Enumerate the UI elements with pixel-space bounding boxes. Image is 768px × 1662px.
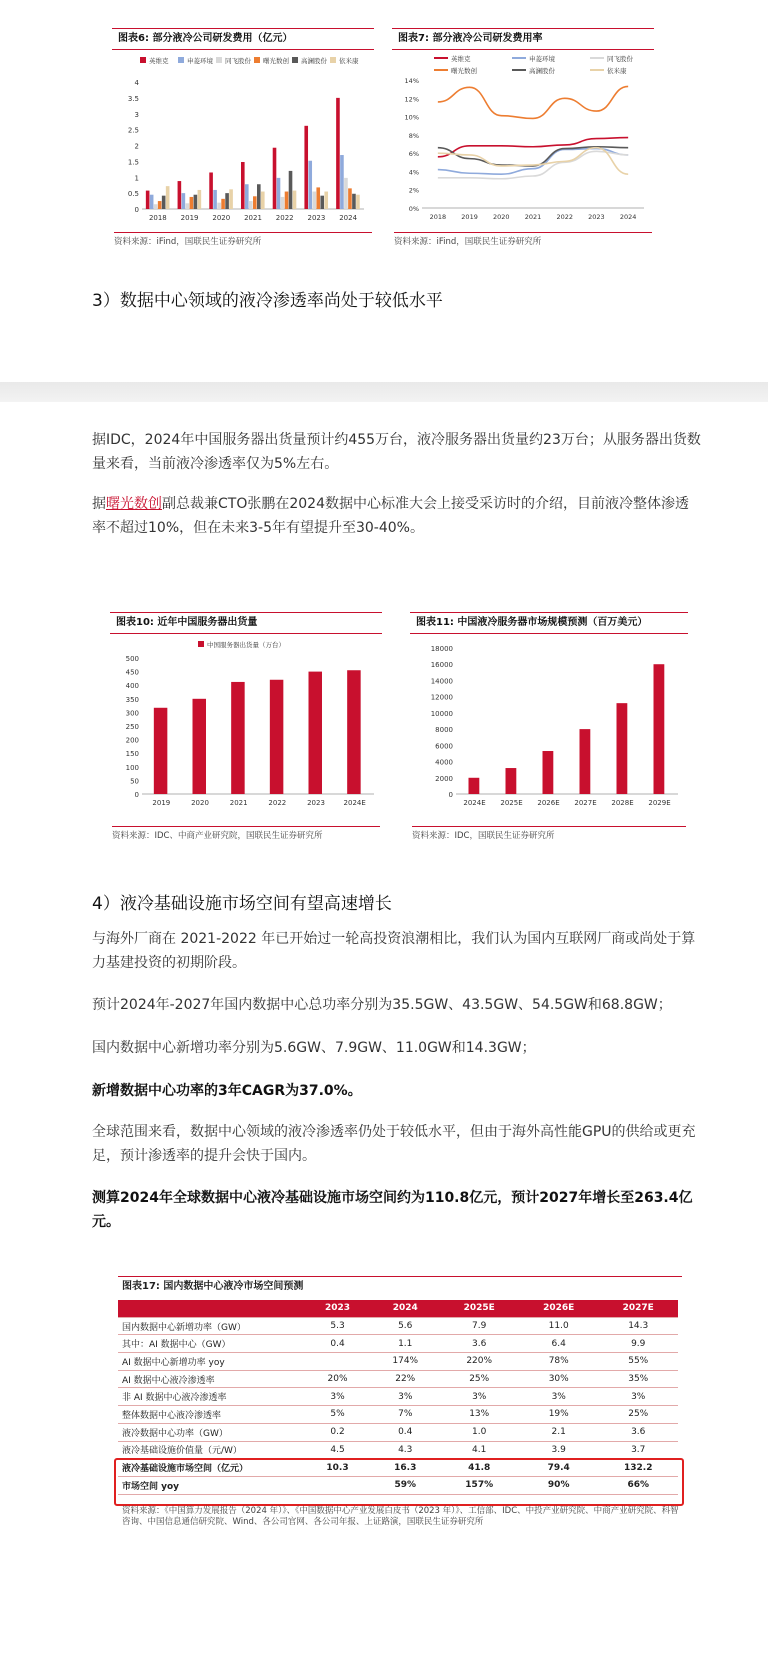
table-cell: 3% (371, 1388, 439, 1406)
x-tick-label: 2023 (588, 213, 605, 221)
table-cell: 78% (519, 1353, 599, 1371)
table-cell: 66% (598, 1476, 678, 1494)
legend-label: 依米康 (607, 67, 627, 75)
table-cell: 1.1 (371, 1335, 439, 1353)
table-row-label: 国内数据中心新增功率（GW） (118, 1317, 304, 1335)
y-tick-label: 150 (125, 750, 139, 759)
table-cell: 3.9 (519, 1441, 599, 1459)
figure-7 (392, 28, 654, 246)
bar (229, 189, 233, 209)
y-tick-label: 1 (134, 174, 139, 183)
table-cell: 0.2 (304, 1423, 371, 1441)
bar (253, 196, 257, 209)
table-cell: 11.0 (519, 1317, 599, 1335)
y-tick-label: 16000 (430, 661, 453, 670)
highlight-box (114, 1458, 684, 1506)
table-cell: 55% (598, 1353, 678, 1371)
y-tick-label: 4 (134, 79, 139, 87)
paragraph-total-power: 预计2024年-2027年国内数据中心总功率分别为35.5GW、43.5GW、54.5GW和68.8GW； (92, 997, 672, 1013)
legend-swatch (216, 57, 222, 63)
table-row-label: AI 数据中心新增功率 yoy (118, 1353, 304, 1371)
y-tick-label: 6% (408, 150, 419, 159)
table-cell: 79.4 (519, 1459, 599, 1477)
bar (166, 186, 170, 209)
table-cell: 20% (304, 1370, 371, 1388)
table-row-label: 液冷基础设施价值量（元/W） (118, 1441, 304, 1459)
table-row (118, 1388, 678, 1406)
x-tick-label: 2025E (500, 799, 523, 807)
y-tick-label: 1.5 (127, 158, 139, 167)
legend-swatch (330, 57, 336, 63)
bar (217, 203, 221, 209)
y-tick-label: 6000 (435, 742, 453, 751)
figure-11-source: 资料来源：IDC，国联民生证券研究所 (412, 826, 686, 841)
x-tick-label: 2023 (307, 799, 325, 807)
bar (352, 194, 356, 209)
table-row-label: 其中：AI 数据中心（GW） (118, 1335, 304, 1353)
y-tick-label: 8000 (435, 726, 453, 735)
y-tick-label: 3.5 (127, 94, 139, 103)
bar (158, 201, 162, 209)
y-tick-label: 12000 (430, 693, 453, 702)
table-header-row (118, 1300, 678, 1317)
y-tick-label: 14% (404, 77, 419, 85)
legend-label: 英维克 (149, 57, 169, 65)
legend-label: 同飞股份 (607, 55, 633, 63)
table-row (118, 1317, 678, 1335)
table-row (118, 1423, 678, 1441)
table-cell: 35% (598, 1370, 678, 1388)
paragraph-global: 全球范围来看，数据中心领域的液冷渗透率仍处于较低水平，但由于海外高性能GPU的供给或更充足，预计渗透率的提升会快于国内。 (92, 1124, 696, 1164)
table-cell: 4.1 (439, 1441, 519, 1459)
bar (146, 191, 150, 209)
table-row-label: 市场空间 yoy (118, 1476, 304, 1494)
x-tick-label: 2029E (648, 799, 671, 807)
table-cell: 9.9 (598, 1335, 678, 1353)
figure-6 (112, 28, 374, 246)
bar (580, 729, 591, 794)
table-cell: 220% (439, 1353, 519, 1371)
paragraph-new-power: 国内数据中心新增功率分别为5.6GW、7.9GW、11.0GW和14.3GW； (92, 1040, 536, 1056)
figure-6-bar-chart (112, 50, 374, 240)
table-row-label: 整体数据中心液冷渗透率 (118, 1406, 304, 1424)
series-line (438, 86, 628, 118)
bar (309, 672, 323, 794)
table-cell: 5.3 (304, 1317, 371, 1335)
table-row-label: 非 AI 数据中心液冷渗透率 (118, 1388, 304, 1406)
y-tick-label: 3 (134, 110, 139, 119)
bar (221, 199, 225, 209)
bar (356, 195, 360, 209)
x-tick-label: 2018 (148, 214, 167, 222)
x-tick-label: 2023 (307, 214, 326, 222)
figure-11-bar-chart (410, 636, 688, 832)
figure-17-source: 资料来源：《中国算力发展报告（2024 年）》、《中国数据中心产业发展白皮书（2023 年）》、工信部、IDC、中投产业研究院、中商产业研究院、科智咨询、中国信息通信研究院、Wind、各公司官网、各公司年报、上证路演，国联民生证券研究所 (122, 1506, 679, 1527)
legend-swatch (198, 641, 204, 647)
legend-swatch (140, 57, 146, 63)
table-cell: 3% (519, 1388, 599, 1406)
bar (293, 191, 297, 209)
figure-10-title: 图表10: 近年中国服务器出货量 (110, 612, 382, 634)
table-cell: 59% (371, 1476, 439, 1494)
table-row-label: 液冷基础设施市场空间（亿元） (118, 1459, 304, 1477)
table-cell: 25% (439, 1370, 519, 1388)
legend-label: 同飞股份 (225, 57, 251, 65)
table-cell: 30% (519, 1370, 599, 1388)
bar (324, 192, 328, 209)
table-cell: 90% (519, 1476, 599, 1494)
x-tick-label: 2024 (339, 214, 358, 222)
table-row-label: AI 数据中心液冷渗透率 (118, 1370, 304, 1388)
x-tick-label: 2020 (212, 214, 231, 222)
bar (654, 664, 665, 794)
x-tick-label: 2021 (229, 799, 248, 807)
y-tick-label: 100 (125, 763, 139, 772)
bar (469, 778, 480, 794)
bar (257, 184, 261, 209)
bar (336, 98, 340, 209)
y-tick-label: 0 (448, 791, 453, 799)
bar (150, 195, 154, 209)
table-cell: 7% (371, 1406, 439, 1424)
paragraph-sugon-prefix: 据 (92, 496, 106, 512)
table-cell: 4.5 (304, 1441, 371, 1459)
y-tick-label: 2000 (435, 774, 453, 783)
legend-swatch (292, 57, 298, 63)
sugon-link[interactable]: 曙光数创 (106, 496, 162, 512)
x-tick-label: 2024E (463, 799, 486, 807)
figure-10-source: 资料来源：IDC、中商产业研究院，国联民生证券研究所 (112, 826, 380, 841)
bar (154, 708, 168, 794)
y-tick-label: 4% (408, 168, 419, 177)
bar (344, 178, 348, 209)
legend-label: 英维克 (451, 55, 471, 63)
table-header-cell: 2025E (439, 1300, 519, 1317)
bar (312, 192, 316, 209)
y-tick-label: 250 (125, 723, 139, 731)
table-row (118, 1335, 678, 1353)
x-tick-label: 2019 (152, 799, 171, 807)
bar (347, 670, 361, 794)
table-header-cell (118, 1300, 304, 1317)
bar (304, 126, 308, 209)
figure-11 (410, 612, 688, 841)
x-tick-label: 2019 (180, 214, 199, 222)
bar (506, 768, 517, 794)
card-divider (0, 382, 768, 402)
y-tick-label: 2.5 (127, 126, 139, 135)
bar (277, 178, 281, 209)
table-header-cell: 2024 (371, 1300, 439, 1317)
table-cell: 41.8 (439, 1459, 519, 1477)
bar (340, 155, 344, 209)
legend-label: 申菱环境 (187, 57, 213, 65)
paragraph-overseas: 与海外厂商在 2021-2022 年已开始过一轮高投资浪潮相比，我们认为国内互联网厂商或尚处于算力基建投资的初期阶段。 (92, 931, 696, 971)
bar (543, 751, 554, 794)
y-tick-label: 350 (125, 695, 139, 704)
y-tick-label: 300 (125, 709, 139, 718)
table-cell: 14.3 (598, 1317, 678, 1335)
table-row (118, 1370, 678, 1388)
bar (316, 187, 320, 209)
table-cell: 5% (304, 1406, 371, 1424)
y-tick-label: 4000 (435, 758, 453, 767)
y-tick-label: 0 (134, 206, 139, 214)
y-tick-label: 10% (404, 113, 419, 122)
paragraph-sugon-text: 副总裁兼CTO张鹏在2024数据中心标准大会上接受采访时的介绍，目前液冷整体渗透率不超过10%，但在未来3-5年有望提升至30-40%。 (92, 496, 689, 536)
table-header-cell: 2023 (304, 1300, 371, 1317)
section-heading-4: 4）液冷基础设施市场空间有望高速增长 (92, 894, 392, 914)
bar (273, 148, 277, 209)
y-tick-label: 18000 (430, 645, 453, 653)
table-cell: 7.9 (439, 1317, 519, 1335)
bar (281, 197, 285, 209)
figure-6-title: 图表6: 部分液冷公司研发费用（亿元） (112, 28, 374, 50)
y-tick-label: 2% (408, 186, 419, 195)
table-cell: 3% (304, 1388, 371, 1406)
bar (178, 181, 182, 209)
bar (231, 682, 245, 794)
table-cell: 25% (598, 1406, 678, 1424)
bar (190, 197, 194, 209)
y-tick-label: 400 (125, 682, 139, 691)
bar (261, 192, 265, 209)
y-tick-label: 14000 (430, 677, 453, 686)
x-tick-label: 2021 (244, 214, 262, 222)
table-cell: 3.7 (598, 1441, 678, 1459)
bar (182, 193, 186, 209)
legend-label: 申菱环境 (529, 55, 555, 63)
bar (617, 703, 628, 794)
x-tick-label: 2024E (343, 799, 366, 807)
bar (348, 188, 352, 209)
figure-7-line-chart (392, 50, 654, 240)
legend-swatch (254, 57, 260, 63)
bar (194, 195, 198, 209)
bar (209, 172, 213, 209)
table-cell: 2.1 (519, 1423, 599, 1441)
x-tick-label: 2018 (429, 213, 447, 221)
series-line (438, 149, 628, 175)
legend-label: 高澜股份 (301, 57, 327, 65)
bar (213, 190, 217, 209)
table-cell: 0.4 (304, 1335, 371, 1353)
table-cell: 5.6 (371, 1317, 439, 1335)
y-tick-label: 0 (134, 791, 139, 799)
table-cell: 22% (371, 1370, 439, 1388)
table-cell: 3.6 (439, 1335, 519, 1353)
table-cell: 1.0 (439, 1423, 519, 1441)
table-cell: 3% (439, 1388, 519, 1406)
x-tick-label: 2022 (275, 214, 294, 222)
table-row (118, 1441, 678, 1459)
bar (320, 196, 324, 209)
x-tick-label: 2024 (619, 213, 637, 221)
table-cell: 3.6 (598, 1423, 678, 1441)
paragraph-cagr: 新增数据中心功率的3年CAGR为37.0%。 (92, 1083, 362, 1099)
table-cell: 6.4 (519, 1335, 599, 1353)
table-cell: 13% (439, 1406, 519, 1424)
legend-label: 中国服务器出货量（万台） (207, 641, 285, 649)
legend-swatch (178, 57, 184, 63)
y-tick-label: 10000 (430, 709, 453, 718)
table-cell: 4.3 (371, 1441, 439, 1459)
y-tick-label: 8% (408, 131, 419, 140)
figure-10-bar-chart (110, 636, 382, 832)
bar (198, 190, 202, 209)
table-cell: 3% (598, 1388, 678, 1406)
figure-11-title: 图表11: 中国液冷服务器市场规模预测（百万美元） (410, 612, 688, 634)
bar (245, 184, 249, 209)
table-cell: 0.4 (371, 1423, 439, 1441)
legend-label: 依米康 (339, 57, 359, 65)
article-card-top (0, 0, 768, 382)
legend-label: 高澜股份 (529, 67, 555, 75)
table-cell (304, 1353, 371, 1371)
x-tick-label: 2027E (574, 799, 597, 807)
y-tick-label: 0% (408, 205, 419, 213)
figure-6-source: 资料来源：iFind，国联民生证券研究所 (114, 232, 372, 247)
y-tick-label: 450 (125, 668, 139, 677)
figure-7-source: 资料来源：iFind，国联民生证券研究所 (394, 232, 652, 247)
table-cell: 19% (519, 1406, 599, 1424)
table-header-cell: 2027E (598, 1300, 678, 1317)
table-cell: 132.2 (598, 1459, 678, 1477)
table-cell: 174% (371, 1353, 439, 1371)
y-tick-label: 12% (404, 95, 419, 104)
table-row-label: 液冷数据中心功率（GW） (118, 1423, 304, 1441)
legend-label: 曙光数创 (263, 57, 289, 65)
bar (241, 162, 245, 209)
bar (289, 171, 293, 209)
x-tick-label: 2022 (268, 799, 287, 807)
bar (285, 192, 289, 209)
figure-7-title: 图表7: 部分液冷公司研发费用率 (392, 28, 654, 50)
bar (225, 193, 229, 209)
table-cell: 157% (439, 1476, 519, 1494)
table-row (118, 1353, 678, 1371)
x-tick-label: 2028E (611, 799, 634, 807)
y-tick-label: 50 (130, 777, 139, 786)
figure-17-title: 图表17: 国内数据中心液冷市场空间预测 (118, 1276, 682, 1299)
x-tick-label: 2019 (461, 213, 478, 221)
paragraph-idc: 据IDC，2024年中国服务器出货量预计约455万台，液冷服务器出货量约23万台；从服务器出货数量来看，当前液冷渗透率仅为5%左右。 (92, 432, 701, 472)
bar (162, 196, 166, 209)
figure-10 (110, 612, 382, 841)
x-tick-label: 2020 (493, 213, 510, 221)
table-row (118, 1406, 678, 1424)
bar (308, 161, 312, 209)
table-cell: 10.3 (304, 1459, 371, 1477)
x-tick-label: 2020 (191, 799, 209, 807)
table-cell: 16.3 (371, 1459, 439, 1477)
legend-label: 曙光数创 (451, 67, 477, 75)
y-tick-label: 0.5 (127, 190, 139, 199)
series-line (438, 147, 628, 166)
table-header-cell: 2026E (519, 1300, 599, 1317)
bar (270, 680, 284, 794)
bar (249, 201, 253, 209)
bar (193, 699, 207, 794)
bar (154, 204, 158, 209)
x-tick-label: 2021 (524, 213, 542, 221)
y-tick-label: 500 (125, 655, 139, 663)
bar (186, 203, 190, 209)
x-tick-label: 2022 (556, 213, 573, 221)
y-tick-label: 2 (134, 142, 139, 151)
x-tick-label: 2026E (537, 799, 560, 807)
y-tick-label: 200 (125, 736, 139, 745)
paragraph-market-estimate: 测算2024年全球数据中心液冷基础设施市场空间约为110.8亿元，预计2027年增长至263.4亿元。 (92, 1190, 693, 1230)
paragraph-sugon (92, 492, 702, 540)
section-heading-3: 3）数据中心领域的液冷渗透率尚处于较低水平 (92, 291, 443, 311)
